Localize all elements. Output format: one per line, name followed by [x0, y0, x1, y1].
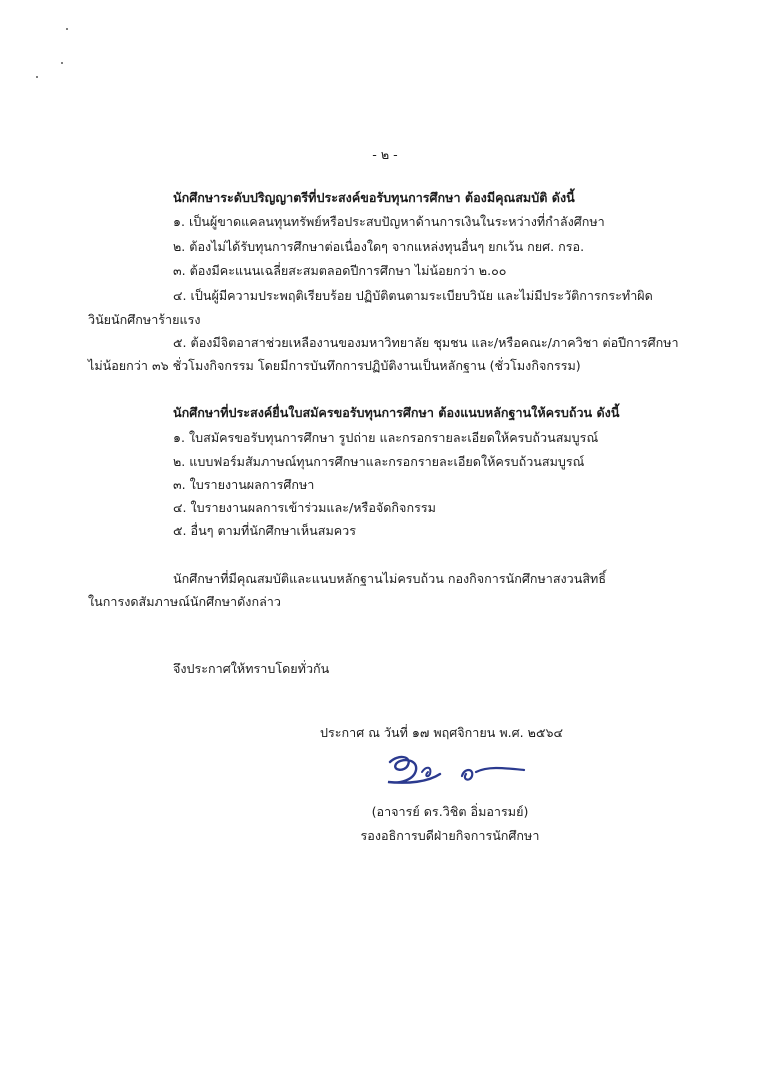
section2-item: ๔. ใบรายงานผลการเข้าร่วมและ/หรือจัดกิจกรรม: [173, 500, 436, 515]
section2-item: ๒. แบบฟอร์มสัมภาษณ์ทุนการศึกษาและกรอกรายละเอียดให้ครบถ้วนสมบูรณ์: [173, 454, 585, 469]
page-number: - ๒ -: [372, 147, 398, 162]
section1-item: ๔. เป็นผู้มีความประพฤติเรียบร้อย ปฏิบัติตนตามระเบียบวินัย และไม่มีประวัติการกระทำผิด: [173, 288, 653, 303]
section2-item: ๓. ใบรายงานผลการศึกษา: [173, 477, 315, 492]
note-line: ในการงดสัมภาษณ์นักศึกษาดังกล่าว: [88, 594, 281, 609]
section1-item: ๓. ต้องมีคะแนนเฉลี่ยสะสมตลอดปีการศึกษา ไม่น้อยกว่า ๒.๐๐: [173, 263, 507, 278]
section1-item: ๕. ต้องมีจิตอาสาช่วยเหลืองานของมหาวิทยาลัย ชุมชน และ/หรือคณะ/ภาควิชา ต่อปีการศึกษา: [173, 335, 679, 350]
section1-heading: นักศึกษาระดับปริญญาตรีที่ประสงค์ขอรับทุนการศึกษา ต้องมีคุณสมบัติ ดังนี้: [173, 190, 575, 205]
scan-speck: [61, 62, 63, 64]
scan-speck: [66, 28, 68, 30]
scan-speck: [36, 76, 38, 78]
section2-item: ๑. ใบสมัครขอรับทุนการศึกษา รูปถ่าย และกรอกรายละเอียดให้ครบถ้วนสมบูรณ์: [173, 430, 599, 445]
section1-item-continuation: วินัยนักศึกษาร้ายแรง: [88, 312, 201, 327]
section2-heading: นักศึกษาที่ประสงค์ยื่นใบสมัครขอรับทุนการศึกษา ต้องแนบหลักฐานให้ครบถ้วน ดังนี้: [173, 405, 620, 420]
section1-item: ๒. ต้องไม่ได้รับทุนการศึกษาต่อเนื่องใดๆ จากแหล่งทุนอื่นๆ ยกเว้น กยศ. กรอ.: [173, 239, 585, 254]
section1-item: ๑. เป็นผู้ขาดแคลนทุนทรัพย์หรือประสบปัญหาด้านการเงินในระหว่างที่กำลังศึกษา: [173, 214, 605, 229]
section1-item-continuation: ไม่น้อยกว่า ๓๖ ชั่วโมงกิจกรรม โดยมีการบันทึกการปฏิบัติงานเป็นหลักฐาน (ชั่วโมงกิจกรรม): [88, 358, 581, 373]
date-line: ประกาศ ณ วันที่ ๑๗ พฤศจิกายน พ.ศ. ๒๕๖๔: [320, 725, 564, 740]
note-line: นักศึกษาที่มีคุณสมบัติและแนบหลักฐานไม่ครบถ้วน กองกิจการนักศึกษาสงวนสิทธิ์: [173, 571, 607, 586]
signature-image: [378, 752, 538, 794]
signer-title: รองอธิการบดีฝ่ายกิจการนักศึกษา: [360, 828, 540, 843]
announcement: จึงประกาศให้ทราบโดยทั่วกัน: [173, 661, 330, 676]
signer-name: (อาจารย์ ดร.วิชิต อิ่มอารมย์): [371, 804, 529, 819]
section2-item: ๕. อื่นๆ ตามที่นักศึกษาเห็นสมควร: [173, 523, 357, 538]
